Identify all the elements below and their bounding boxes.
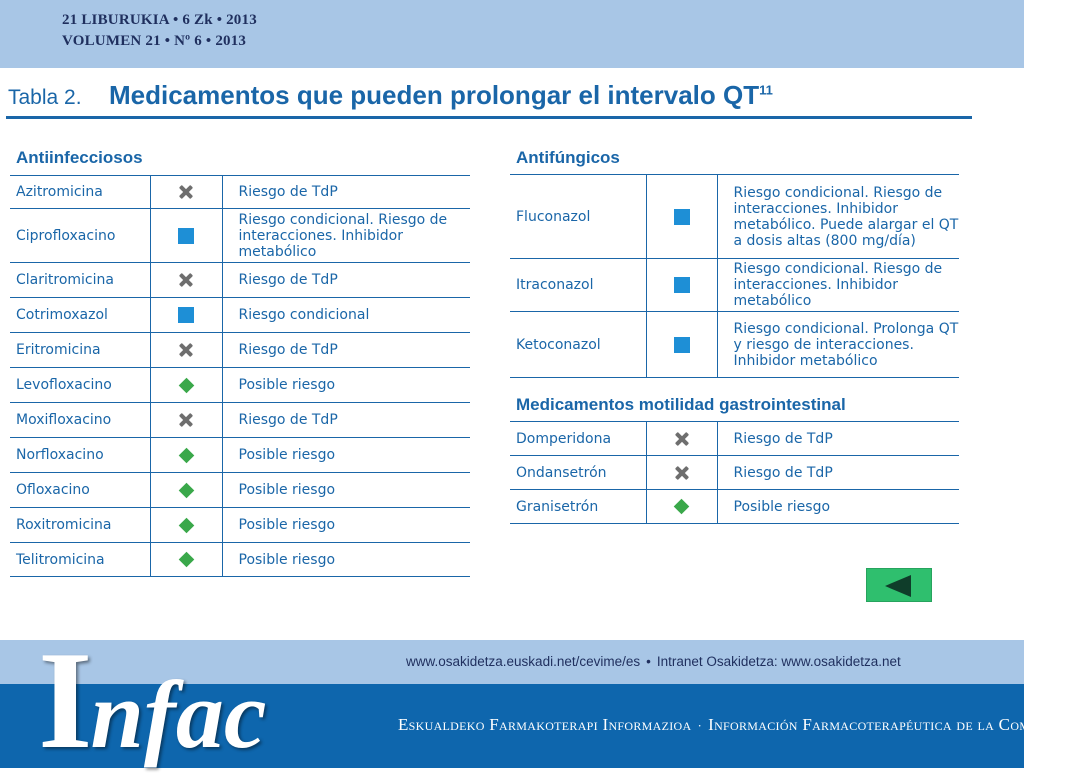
risk-description: Riesgo de TdP — [717, 422, 959, 456]
risk-description: Riesgo de TdP — [717, 456, 959, 490]
risk-icon-cell — [646, 175, 717, 259]
section-title-antiinfecciosos: Antiinfecciosos — [16, 148, 143, 167]
antiinfecciosos-row — [10, 543, 470, 577]
reference-superscript: 11 — [759, 82, 773, 98]
square-icon — [674, 277, 690, 293]
square-icon — [178, 307, 194, 323]
motilidad-row — [510, 422, 959, 456]
cevime-link[interactable]: www.osakidetza.euskadi.net/cevime/es — [406, 654, 641, 669]
antiinfecciosos-row — [10, 333, 470, 368]
infac-logo-initial: I — [38, 623, 91, 778]
risk-description: Riesgo condicional — [222, 298, 470, 333]
drug-name: Norfloxacino — [10, 438, 150, 473]
drug-name: Ofloxacino — [10, 473, 150, 508]
drug-name: Itraconazol — [510, 259, 646, 312]
drug-name: Eritromicina — [10, 333, 150, 368]
antifungicos-table — [510, 174, 959, 378]
risk-icon-cell — [150, 403, 222, 438]
risk-icon-cell — [150, 543, 222, 577]
motilidad-row — [510, 490, 959, 524]
antiinfecciosos-row — [10, 298, 470, 333]
risk-icon-cell — [150, 298, 222, 333]
risk-description: Posible riesgo — [222, 438, 470, 473]
risk-description: Posible riesgo — [717, 490, 959, 524]
diamond-icon — [178, 517, 194, 533]
risk-description: Riesgo de TdP — [222, 333, 470, 368]
square-icon — [674, 337, 690, 353]
antiinfecciosos-row — [10, 473, 470, 508]
antiinfecciosos-row — [10, 508, 470, 543]
issue-line-spanish: VOLUMEN 21 • Nº 6 • 2013 — [62, 33, 247, 49]
diamond-icon — [178, 552, 194, 568]
drug-name: Ciprofloxacino — [10, 209, 150, 263]
table-title — [8, 80, 978, 120]
drug-name: Azitromicina — [10, 176, 150, 209]
drug-name: Domperidona — [510, 422, 646, 456]
risk-description: Riesgo de TdP — [222, 176, 470, 209]
antifungicos-row — [510, 312, 959, 378]
drug-name: Levofloxacino — [10, 368, 150, 403]
antifungicos-row — [510, 259, 959, 312]
antiinfecciosos-row — [10, 263, 470, 298]
risk-description: Riesgo condicional. Prolonga QT y riesgo de interacciones. Inhibidor metabólico — [717, 312, 959, 378]
motilidad-row — [510, 456, 959, 490]
antifungicos-row — [510, 175, 959, 259]
risk-description: Posible riesgo — [222, 508, 470, 543]
risk-description: Riesgo condicional. Riesgo de interacciones. Inhibidor metabólico — [717, 259, 959, 312]
risk-icon-cell — [646, 490, 717, 524]
drug-name: Granisetrón — [510, 490, 646, 524]
risk-description: Riesgo de TdP — [222, 263, 470, 298]
section-title-antifungicos: Antifúngicos — [516, 148, 620, 167]
antiinfecciosos-row — [10, 209, 470, 263]
x-icon — [673, 430, 691, 448]
risk-icon-cell — [150, 438, 222, 473]
antiinfecciosos-row — [10, 176, 470, 209]
x-icon — [673, 464, 691, 482]
drug-name: Telitromicina — [10, 543, 150, 577]
drug-name: Claritromicina — [10, 263, 150, 298]
issue-line-basque: 21 LIBURUKIA • 6 Zk • 2013 — [62, 12, 257, 28]
risk-description: Posible riesgo — [222, 368, 470, 403]
x-icon — [177, 411, 195, 429]
risk-icon-cell — [150, 333, 222, 368]
infac-logo-rest: nfac — [90, 661, 267, 768]
drug-name: Roxitromicina — [10, 508, 150, 543]
infac-logo — [38, 623, 267, 780]
risk-icon-cell — [646, 259, 717, 312]
subtitle-separator: · — [697, 718, 703, 733]
risk-icon-cell — [150, 473, 222, 508]
risk-icon-cell — [150, 176, 222, 209]
diamond-icon — [178, 377, 194, 393]
risk-icon-cell — [150, 263, 222, 298]
risk-icon-cell — [150, 368, 222, 403]
subtitle-basque: Eskualdeko Farmakoterapi Informazioa — [398, 715, 692, 734]
drug-name: Fluconazol — [510, 175, 646, 259]
drug-name: Moxifloxacino — [10, 403, 150, 438]
drug-name: Ondansetrón — [510, 456, 646, 490]
x-icon — [177, 183, 195, 201]
antiinfecciosos-row — [10, 368, 470, 403]
risk-icon-cell — [150, 508, 222, 543]
antiinfecciosos-row — [10, 438, 470, 473]
drug-name: Ketoconazol — [510, 312, 646, 378]
back-button[interactable] — [866, 568, 932, 602]
risk-description: Riesgo condicional. Riesgo de interacciones. Inhibidor metabólico. Puede alargar el QT a dosis altas (800 mg/día) — [717, 175, 959, 259]
risk-description: Riesgo condicional. Riesgo de interacciones. Inhibidor metabólico — [222, 209, 470, 263]
intranet-link[interactable]: Intranet Osakidetza: www.osakidetza.net — [656, 654, 901, 669]
journal-header — [0, 0, 1024, 68]
risk-description: Riesgo de TdP — [222, 403, 470, 438]
diamond-icon — [674, 499, 690, 515]
table-heading — [109, 80, 773, 111]
motilidad-table — [510, 421, 959, 524]
risk-icon-cell — [646, 422, 717, 456]
table-number: Tabla 2. — [8, 86, 82, 109]
risk-icon-cell — [646, 456, 717, 490]
drug-name: Cotrimoxazol — [10, 298, 150, 333]
diamond-icon — [178, 447, 194, 463]
risk-description: Posible riesgo — [222, 543, 470, 577]
risk-description: Posible riesgo — [222, 473, 470, 508]
x-icon — [177, 341, 195, 359]
diamond-icon — [178, 482, 194, 498]
antiinfecciosos-table — [10, 175, 470, 577]
x-icon — [177, 271, 195, 289]
subtitle-spanish: Información Farmacoterapéutica de la Comarca — [708, 715, 1065, 734]
table-heading-text: Medicamentos que pueden prolongar el intervalo QT — [109, 80, 760, 110]
square-icon — [674, 209, 690, 225]
footer-links — [406, 654, 901, 669]
back-arrow-icon — [885, 575, 911, 597]
footer-subtitle — [398, 715, 1065, 735]
link-separator: • — [646, 654, 651, 669]
title-divider — [6, 116, 972, 119]
risk-icon-cell — [150, 209, 222, 263]
antiinfecciosos-row — [10, 403, 470, 438]
risk-icon-cell — [646, 312, 717, 378]
square-icon — [178, 228, 194, 244]
section-title-motilidad: Medicamentos motilidad gastrointestinal — [516, 395, 846, 414]
